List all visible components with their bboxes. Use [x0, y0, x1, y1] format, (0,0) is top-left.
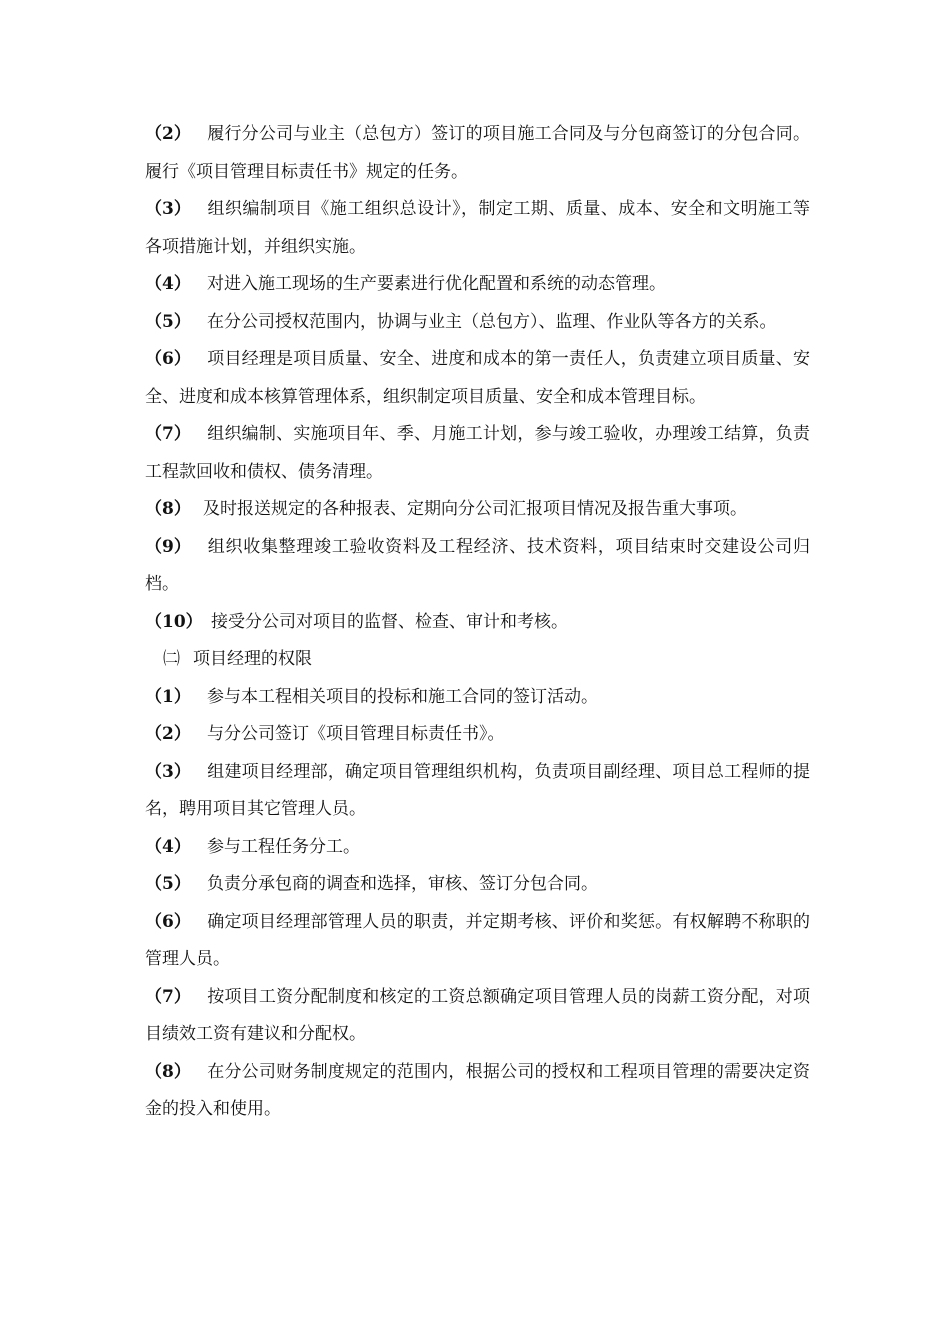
item-text: 及时报送规定的各种报表、定期向分公司汇报项目情况及报告重大事项。	[203, 499, 747, 519]
item-text: 履行分公司与业主（总包方）签订的项目施工合同及与分包商签订的分包合同。履行《项目管理目标责任书》规定的任务。	[145, 124, 810, 182]
list-item	[145, 266, 810, 304]
list-item	[145, 341, 810, 416]
item-text: 与分公司签订《项目管理目标责任书》。	[207, 724, 505, 744]
item-number: （6）	[145, 349, 191, 369]
list-item	[145, 716, 810, 754]
item-number: （5）	[145, 311, 191, 332]
list-item	[145, 604, 810, 642]
item-text: 对进入施工现场的生产要素进行优化配置和系统的动态管理。	[207, 274, 666, 294]
item-text: 组织编制、实施项目年、季、月施工计划，参与竣工验收，办理竣工结算，负责工程款回收和债权、债务清理。	[145, 424, 810, 482]
item-text: 组建项目经理部，确定项目管理组织机构，负责项目副经理、项目总工程师的提名，聘用项目其它管理人员。	[145, 761, 810, 819]
section-marker: ㈡	[163, 649, 180, 669]
list-item	[145, 1054, 810, 1129]
item-text: 组织收集整理竣工验收资料及工程经济、技术资料，项目结束时交建设公司归档。	[145, 536, 810, 594]
item-number: （7）	[145, 424, 191, 444]
item-text: 参与工程任务分工。	[207, 836, 360, 857]
list-item	[145, 866, 810, 904]
item-number: （8）	[145, 499, 191, 519]
section-authority-list	[145, 679, 810, 1129]
item-text: 参与本工程相关项目的投标和施工合同的签订活动。	[207, 686, 598, 707]
item-number: （4）	[145, 274, 191, 294]
item-number: （3）	[145, 761, 191, 782]
list-item	[145, 754, 810, 829]
list-item	[145, 679, 810, 717]
item-text: 负责分承包商的调查和选择，审核、签订分包合同。	[207, 874, 598, 894]
list-item	[145, 979, 810, 1054]
item-text: 项目经理是项目质量、安全、进度和成本的第一责任人，负责建立项目质量、安全、进度和成本核算管理体系，组织制定项目质量、安全和成本管理目标。	[145, 349, 810, 407]
list-item	[145, 191, 810, 266]
item-text: 在分公司授权范围内，协调与业主（总包方）、监理、作业队等各方的关系。	[207, 311, 777, 332]
item-text: 确定项目经理部管理人员的职责，并定期考核、评价和奖惩。有权解聘不称职的管理人员。	[145, 911, 810, 969]
section-heading-authority	[145, 641, 810, 679]
item-number: （1）	[145, 686, 191, 707]
item-text: 在分公司财务制度规定的范围内，根据公司的授权和工程项目管理的需要决定资金的投入和使用。	[145, 1061, 810, 1119]
item-text: 组织编制项目《施工组织总设计》，制定工期、质量、成本、安全和文明施工等各项措施计划，并组织实施。	[145, 199, 810, 257]
item-number: （5）	[145, 874, 191, 894]
item-number: （7）	[145, 986, 191, 1007]
section-responsibilities-list	[145, 116, 810, 641]
list-item	[145, 416, 810, 491]
item-number: （3）	[145, 199, 191, 219]
item-number: （2）	[145, 724, 191, 744]
item-number: （9）	[145, 536, 191, 557]
list-item	[145, 529, 810, 604]
item-number: （2）	[145, 124, 191, 144]
list-item	[145, 491, 810, 529]
list-item	[145, 829, 810, 867]
section-heading-text: 项目经理的权限	[193, 649, 312, 669]
list-item	[145, 904, 810, 979]
document-page	[145, 116, 810, 1129]
list-item	[145, 304, 810, 342]
item-number: （8）	[145, 1061, 191, 1082]
item-number: （6）	[145, 911, 191, 932]
item-number: （4）	[145, 836, 191, 857]
item-text: 按项目工资分配制度和核定的工资总额确定项目管理人员的岗薪工资分配，对项目绩效工资有建议和分配权。	[145, 986, 810, 1044]
list-item	[145, 116, 810, 191]
item-number: （10）	[145, 611, 203, 632]
item-text: 接受分公司对项目的监督、检查、审计和考核。	[211, 611, 568, 632]
